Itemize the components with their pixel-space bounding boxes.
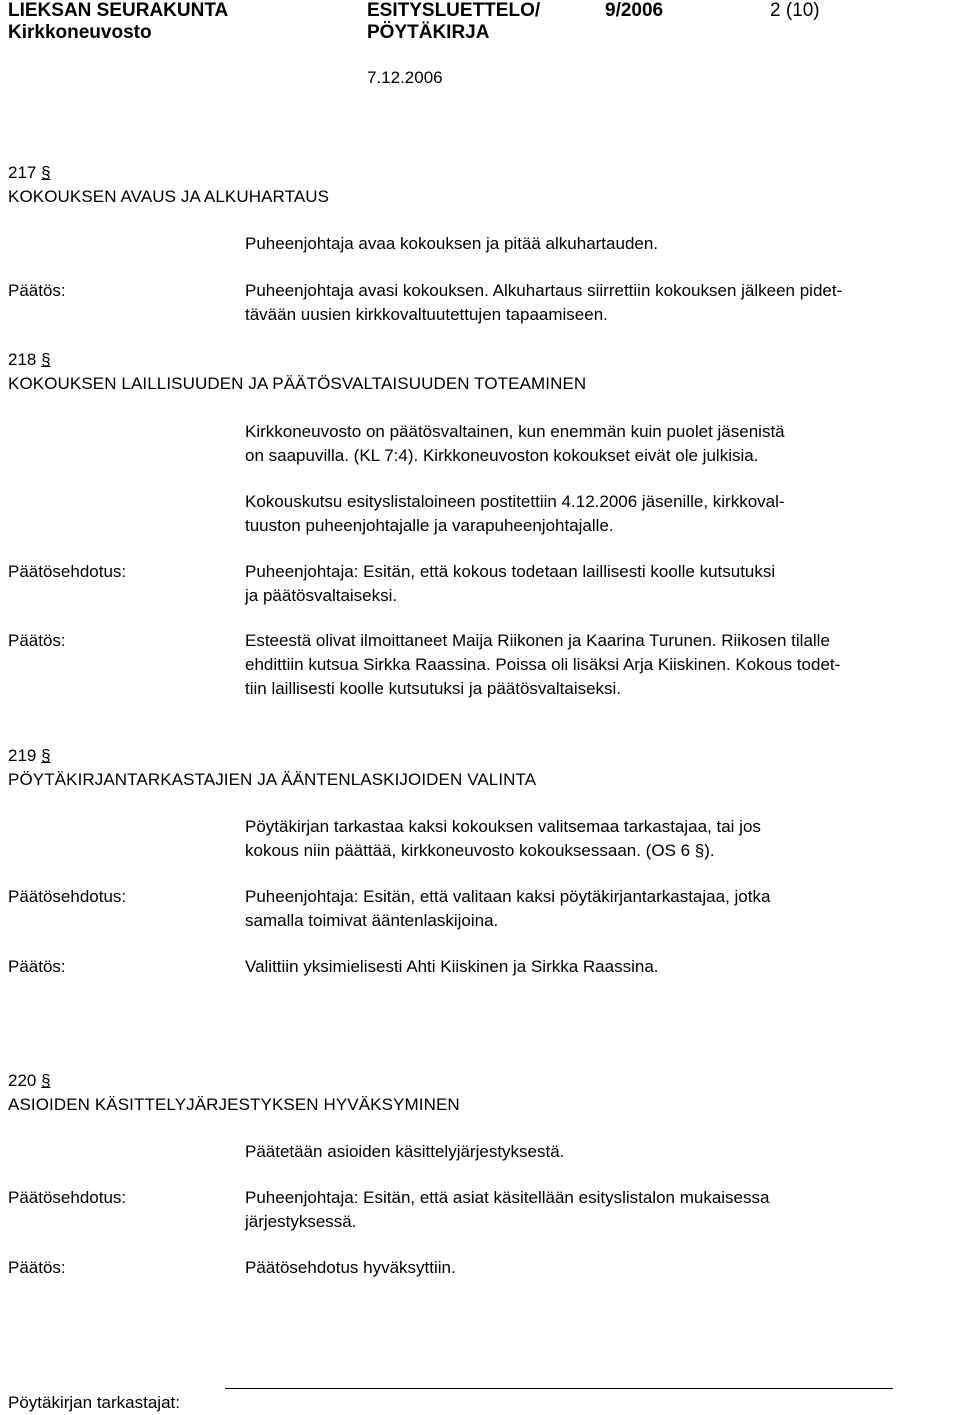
paatosehdotus-label: Päätösehdotus: bbox=[8, 1188, 127, 1207]
page-number: 2 (10) bbox=[770, 0, 820, 21]
section-217-decision: Puheenjohtaja avasi kokouksen. Alkuhartaus siirrettiin kokouksen jälkeen pidet- tävään uusien kirkkovaltuutettujen tapaamiseen. bbox=[245, 281, 843, 324]
section-219-number bbox=[8, 746, 51, 766]
section-217-intro: Puheenjohtaja avaa kokouksen ja pitää alkuhartauden. bbox=[245, 234, 659, 253]
section-218-decision: Esteestä olivat ilmoittaneet Maija Riikonen ja Kaarina Turunen. Riikosen tilalle ehdittiin kutsua Sirkka Raassina. Poissa oli lisäksi Arja Kiiskinen. Kokous todet- tiin laillisesti koolle kutsutuksi ja päätösvaltaiseksi. bbox=[245, 631, 841, 698]
paatos-label: Päätös: bbox=[8, 957, 66, 976]
section-number: 220 bbox=[8, 1071, 37, 1090]
section-218-number bbox=[8, 350, 51, 370]
section-218-intro: Kirkkoneuvosto on päätösvaltainen, kun enemmän kuin puolet jäsenistä on saapuvilla. (KL 7:4). Kirkkoneuvoston kokoukset eivät ole julkisia. bbox=[245, 422, 785, 465]
section-220-intro: Päätetään asioiden käsittelyjärjestyksestä. bbox=[245, 1142, 565, 1161]
signers-label: Pöytäkirjan tarkastajat: bbox=[8, 1393, 180, 1412]
doc-date: 7.12.2006 bbox=[367, 68, 443, 87]
section-number: 218 bbox=[8, 350, 37, 369]
section-220-decision: Päätösehdotus hyväksyttiin. bbox=[245, 1258, 456, 1277]
section-217-title: KOKOUKSEN AVAUS JA ALKUHARTAUS bbox=[8, 187, 330, 206]
paragraph-symbol: § bbox=[41, 163, 51, 182]
paatos-label: Päätös: bbox=[8, 631, 66, 650]
section-220-title: ASIOIDEN KÄSITTELYJÄRJESTYKSEN HYVÄKSYMINEN bbox=[8, 1095, 460, 1114]
doc-type: ESITYSLUETTELO/ bbox=[367, 0, 541, 21]
section-219-intro: Pöytäkirjan tarkastaa kaksi kokouksen valitsemaa tarkastajaa, tai jos kokous niin päättää, kirkkoneuvosto kokouksessaan. (OS 6 §). bbox=[245, 817, 761, 860]
paatosehdotus-label: Päätösehdotus: bbox=[8, 562, 127, 581]
paragraph-symbol: § bbox=[41, 746, 51, 765]
section-218-proposal: Puheenjohtaja: Esitän, että kokous todetaan laillisesti koolle kutsutuksi ja päätösvaltaiseksi. bbox=[245, 562, 776, 605]
section-219-decision: Valittiin yksimielisesti Ahti Kiiskinen ja Sirkka Raassina. bbox=[245, 957, 659, 976]
doc-type-2: PÖYTÄKIRJA bbox=[367, 22, 490, 43]
paragraph-symbol: § bbox=[41, 1071, 51, 1090]
paatos-label: Päätös: bbox=[8, 1258, 66, 1277]
section-217-number bbox=[8, 163, 51, 183]
section-218-title: KOKOUKSEN LAILLISUUDEN JA PÄÄTÖSVALTAISUUDEN TOTEAMINEN bbox=[8, 374, 587, 393]
paatosehdotus-label: Päätösehdotus: bbox=[8, 887, 127, 906]
org-unit: Kirkkoneuvosto bbox=[8, 22, 152, 43]
org-name: LIEKSAN SEURAKUNTA bbox=[8, 0, 229, 21]
section-220-number bbox=[8, 1071, 51, 1091]
doc-number: 9/2006 bbox=[605, 0, 664, 21]
section-219-proposal: Puheenjohtaja: Esitän, että valitaan kaksi pöytäkirjantarkastajaa, jotka samalla toimivat ääntenlaskijoina. bbox=[245, 887, 771, 930]
signature-line bbox=[225, 1388, 893, 1389]
section-218-intro-2: Kokouskutsu esityslistaloineen postitettiin 4.12.2006 jäsenille, kirkkoval- tuuston puheenjohtajalle ja varapuheenjohtajalle. bbox=[245, 492, 785, 535]
paatos-label: Päätös: bbox=[8, 281, 66, 300]
section-number: 219 bbox=[8, 746, 37, 765]
section-220-proposal: Puheenjohtaja: Esitän, että asiat käsitellään esityslistalon mukaisessa järjestyksessä. bbox=[245, 1188, 770, 1231]
section-number: 217 bbox=[8, 163, 37, 182]
section-219-title: PÖYTÄKIRJANTARKASTAJIEN JA ÄÄNTENLASKIJOIDEN VALINTA bbox=[8, 770, 537, 789]
paragraph-symbol: § bbox=[41, 350, 51, 369]
